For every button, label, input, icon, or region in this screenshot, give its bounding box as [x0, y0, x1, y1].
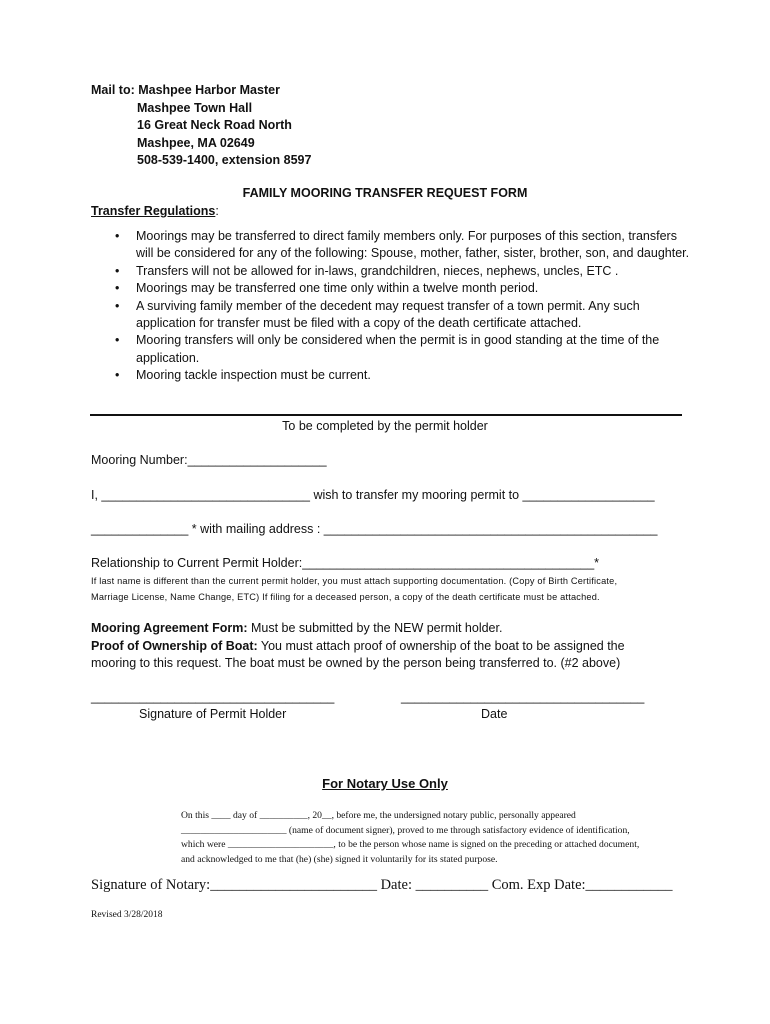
regulation-item	[91, 332, 691, 367]
mail-to-line: Mail to: Mashpee Harbor Master	[91, 83, 280, 97]
notary-line: which were ______________________, to be the person whose name is signed on the preceding or attached document,	[181, 839, 640, 850]
regulation-text: Mooring tackle inspection must be current.	[136, 368, 371, 383]
notary-line: On this ____ day of __________, 20__, before me, the undersigned notary public, personally appeared	[181, 810, 576, 821]
regulation-text: Moorings may be transferred one time only within a twelve month period.	[136, 281, 539, 296]
mail-to-line: 16 Great Neck Road North	[137, 118, 292, 132]
regulation-item	[91, 367, 691, 384]
bullet-icon: •	[115, 298, 120, 313]
mail-to-address	[91, 82, 311, 170]
regulation-item	[91, 228, 691, 263]
date-signature-label: Date	[481, 707, 508, 721]
proof-requirement	[91, 638, 625, 656]
mailing-address-field[interactable]: ______________ * with mailing address : ________________________________________________	[91, 522, 658, 536]
bullet-icon: •	[115, 281, 120, 296]
bullet-icon: •	[115, 229, 120, 243]
permit-holder-signature-line[interactable]: ___________________________________	[91, 690, 335, 704]
regulation-item	[91, 263, 691, 280]
requirements-block	[91, 620, 625, 673]
regulations-heading	[91, 204, 219, 218]
bullet-icon: •	[115, 368, 120, 383]
relationship-field[interactable]: Relationship to Current Permit Holder:__________________________________________*	[91, 556, 600, 570]
proof-text: You must attach proof of ownership of the boat to be assigned the	[257, 638, 625, 653]
regulations-list	[91, 228, 691, 385]
proof-label: Proof of Ownership of Boat:	[91, 638, 258, 653]
regulation-text: Transfers will not be allowed for in-laws, grandchildren, nieces, nephews, uncles, ETC .	[136, 263, 619, 278]
last-name-note	[91, 573, 617, 605]
bullet-icon: •	[115, 263, 120, 278]
agreement-requirement	[91, 620, 625, 638]
permit-holder-signature-label: Signature of Permit Holder	[139, 707, 287, 721]
notary-line: ______________________ (name of document signer), proved to me through satisfactory evidence of identification,	[181, 824, 630, 836]
mooring-number-field[interactable]: Mooring Number:____________________	[91, 453, 327, 467]
permit-holder-heading: To be completed by the permit holder	[282, 419, 488, 433]
note-line: If last name is different than the current permit holder, you must attach supporting documentation. (Copy of Birth Certificate,	[91, 576, 618, 586]
bullet-icon: •	[115, 333, 120, 348]
regulation-text: Mooring transfers will only be considered when the permit is in good standing at the time of the application.	[136, 333, 660, 365]
transfer-names-field[interactable]: I, ______________________________ wish to transfer my mooring permit to ___________________	[91, 488, 655, 502]
regulations-heading-text: Transfer Regulations	[91, 204, 216, 218]
notary-heading: For Notary Use Only	[322, 776, 448, 791]
regulation-item	[91, 280, 691, 297]
mail-to-line: Mashpee, MA 02649	[137, 135, 255, 150]
regulation-text: Moorings may be transferred to direct family members only. For purposes of this section, transfers will be considered for any of the following: Spouse, mother, father, sister, brother, son, and daughter.	[136, 229, 690, 261]
form-title: FAMILY MOORING TRANSFER REQUEST FORM	[242, 186, 528, 200]
agreement-label: Mooring Agreement Form:	[91, 621, 248, 635]
notary-signature-line[interactable]: Signature of Notary:_______________________ Date: __________ Com. Exp Date:____________	[91, 877, 673, 893]
notary-line: and acknowledged to me that (he) (she) signed it voluntarily for its stated purpose.	[181, 853, 498, 865]
proof-requirement-cont: mooring to this request. The boat must be owned by the person being transferred to. (#2 above)	[91, 656, 621, 670]
revision-date: Revised 3/28/2018	[91, 910, 163, 920]
notary-statement	[181, 809, 639, 867]
agreement-text: Must be submitted by the NEW permit holder.	[247, 621, 503, 635]
regulation-item	[91, 298, 691, 333]
regulation-text: A surviving family member of the decedent may request transfer of a town permit. Any such application for transfer must be filed with a copy of the death certificate attached.	[136, 298, 640, 331]
regulations-heading-colon: :	[215, 204, 219, 218]
note-line: Marriage License, Name Change, ETC) If filing for a deceased person, a copy of the death certificate must be attached.	[91, 592, 600, 602]
date-signature-line[interactable]: ___________________________________	[401, 690, 645, 704]
section-divider	[90, 414, 682, 416]
mail-to-line: Mashpee Town Hall	[137, 100, 253, 115]
mail-to-line: 508-539-1400, extension 8597	[137, 153, 312, 167]
